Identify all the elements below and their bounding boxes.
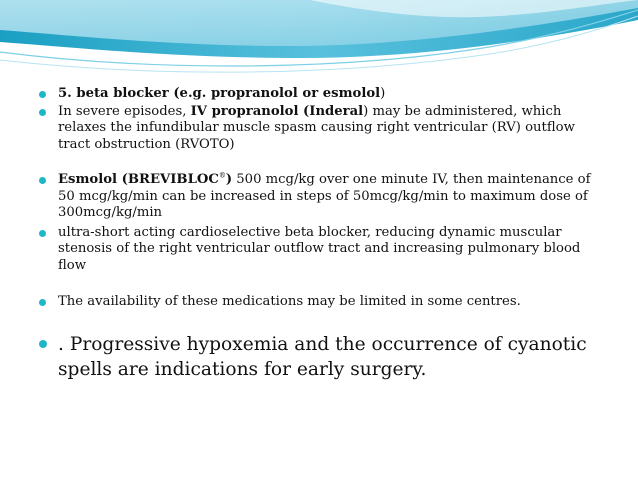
slide-content (38, 86, 604, 382)
bullet-marker (39, 177, 46, 184)
bullet-text: 5. beta blocker (e.g. propranolol or esmolol) (58, 86, 386, 101)
bullet-marker (39, 299, 46, 306)
bullet-availability (38, 294, 604, 311)
bullet-text: Esmolol (BREVIBLOC®) 500 mcg/kg over one minute IV, then maintenance of 50 mcg/kg/min can be increased in steps of 50mcg/kg/min to maximum dose of 300mcg/kg/min (58, 171, 591, 220)
bullet-text: In severe episodes, IV propranolol (Inderal) may be administered, which relaxes the infundibular muscle spasm causing right ventricular (RV) outflow tract obstruction (RVOTO) (58, 103, 575, 152)
header-wave-decoration (0, 0, 638, 80)
bullet-text: The availability of these medications may be limited in some centres. (58, 294, 521, 309)
bullet-marker (39, 109, 46, 116)
bullet-esmolol (38, 172, 604, 222)
bullet-beta-blocker (38, 86, 604, 103)
bullet-progressive-hypoxemia (38, 332, 604, 382)
bullet-text: . Progressive hypoxemia and the occurrence of cyanotic spells are indications for early surgery. (58, 333, 587, 380)
bullet-iv-propranolol (38, 104, 604, 154)
bullet-marker (39, 230, 46, 237)
bullet-text: ultra-short acting cardioselective beta blocker, reducing dynamic muscular stenosis of the right ventricular outflow tract and increasing pulmonary blood flow (58, 224, 581, 273)
bullet-marker (39, 91, 46, 98)
bullet-ultra-short-acting (38, 225, 604, 275)
bullet-marker (39, 340, 47, 348)
